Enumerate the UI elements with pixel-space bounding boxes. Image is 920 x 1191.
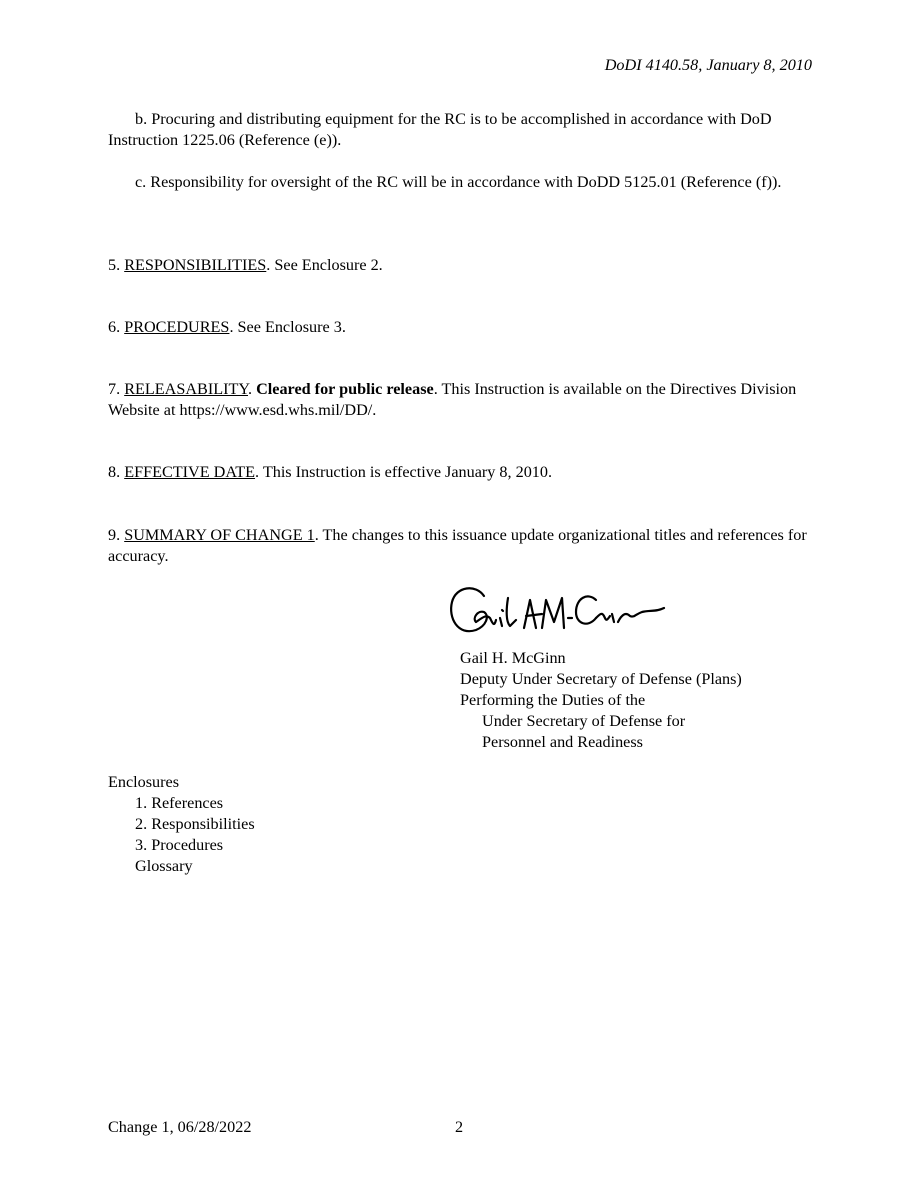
section-9-summary-of-change — [108, 525, 820, 567]
paragraph-4b: b. Procuring and distributing equipment for the RC is to be accomplished in accordance with DoD Instruction 1225.06 (Reference (e)). — [108, 110, 772, 149]
section-separator: . — [248, 380, 257, 398]
enclosure-item: 3. Procedures — [135, 836, 224, 854]
document-header: DoDI 4140.58, January 8, 2010 — [604, 56, 812, 74]
enclosure-item: Glossary — [135, 857, 193, 875]
signature-block — [460, 648, 820, 753]
footer-change-date: Change 1, 06/28/2022 — [108, 1118, 252, 1136]
section-8-effective-date — [108, 462, 820, 483]
page-number: 2 — [455, 1118, 464, 1136]
section-7-releasability — [108, 379, 820, 421]
section-title: EFFECTIVE DATE — [124, 463, 256, 481]
section-title: RELEASABILITY — [124, 380, 248, 398]
enclosure-item: 2. Responsibilities — [135, 815, 255, 833]
section-title: PROCEDURES — [124, 318, 230, 336]
section-number: 8. — [108, 463, 125, 481]
section-text: . The changes to this issuance update organizational titles and references for accuracy. — [108, 526, 807, 565]
section-6-procedures — [108, 317, 820, 338]
section-text: . See Enclosure 2. — [266, 256, 383, 274]
section-text: . This Instruction is available on the Directives Division Website at https://www.esd.whs.mil/DD/. — [108, 380, 797, 419]
enclosures-list — [108, 772, 255, 877]
section-number: 7. — [108, 380, 125, 398]
section-5-responsibilities — [108, 255, 820, 276]
handwritten-signature — [446, 578, 676, 642]
section-title: SUMMARY OF CHANGE 1 — [124, 526, 315, 544]
enclosures-heading: Enclosures — [108, 773, 180, 791]
section-text: . This Instruction is effective January 8, 2010. — [255, 463, 553, 481]
signer-title: Deputy Under Secretary of Defense (Plans) — [460, 670, 742, 688]
signer-title-line: Personnel and Readiness — [482, 733, 643, 751]
section-title: RESPONSIBILITIES — [124, 256, 267, 274]
signer-name: Gail H. McGinn — [460, 649, 566, 667]
release-statement: Cleared for public release — [256, 380, 434, 398]
section-number: 9. — [108, 526, 125, 544]
enclosure-item: 1. References — [135, 794, 224, 812]
signer-title-line: Under Secretary of Defense for — [482, 712, 686, 730]
signer-title-line: Performing the Duties of the — [460, 691, 646, 709]
section-number: 6. — [108, 318, 125, 336]
paragraph-4c: c. Responsibility for oversight of the RC will be in accordance with DoDD 5125.01 (Reference (f)). — [135, 173, 782, 191]
section-number: 5. — [108, 256, 125, 274]
section-text: . See Enclosure 3. — [229, 318, 346, 336]
